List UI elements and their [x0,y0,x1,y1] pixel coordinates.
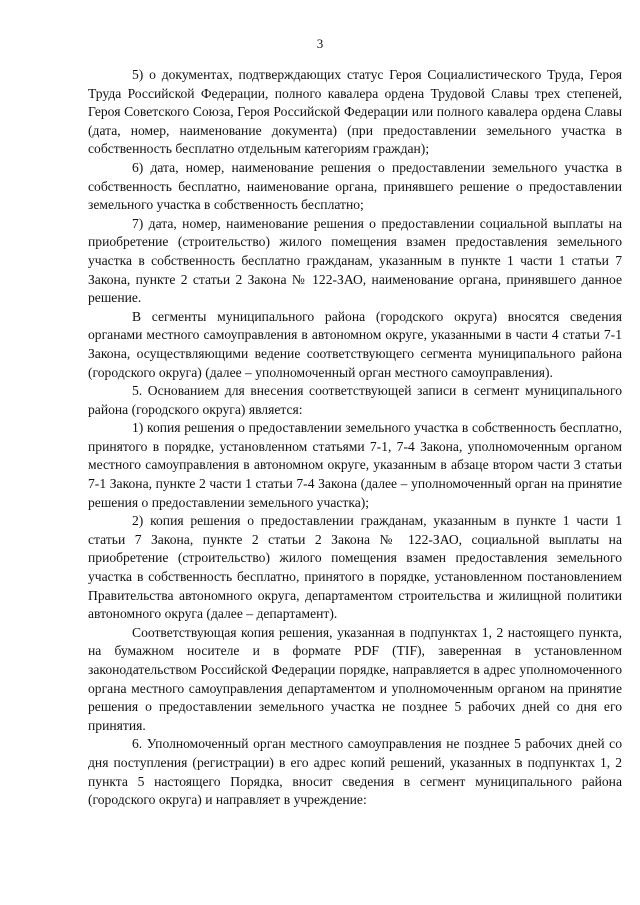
paragraph-item-5-documents: 5) о документах, подтверждающих статус Героя Социалистического Труда, Героя Труда Российской Федерации, полного кавалера ордена Трудовой Славы трех степеней, Героя Советского Союза, Героя Российской Федерации или полного кавалера ордена Славы (дата, номер, наименование документа) (при предоставлении земельного участка в собственность бесплатно отдельным категориям граждан); [88,67,622,157]
paragraph-segments: В сегменты муниципального района (городского округа) вносятся сведения органами местного самоуправления в автономном округе, указанными в части 4 статьи 7-1 Закона, осуществляющими ведение соответствующего сегмента муниципального района (городского округа) (далее – уполномоченный орган местного самоуправления). [88,308,622,380]
paragraph-copy-of-decision: Соответствующая копия решения, указанная в подпунктах 1, 2 настоящего пункта, на бумажном носителе и в формате PDF (TIF), заверенная в установленном законодательством Российской Федерации порядке, направляется в адрес уполномоченного органа местного самоуправления департаментом и уполномоченным органом на принятие решения о предоставлении земельного участка не позднее 5 рабочих дней со дня его принятия. [88,624,622,733]
paragraph-section-5: 5. Основанием для внесения соответствующей записи в сегмент муниципального района (городского округа) является: [88,383,622,417]
paragraph-item-6-decision: 6) дата, номер, наименование решения о предоставлении земельного участка в собственность бесплатно, наименование органа, принявшего решение о предоставлении земельного участка в собственность бесплатно; [88,159,622,213]
paragraph-section-6: 6. Уполномоченный орган местного самоуправления не позднее 5 рабочих дней со дня поступления (регистрации) в его адрес копий решений, указанных в подпунктах 1, 2 пункта 5 настоящего Порядка, вносит сведения в сегмент муниципального района (городского округа) и направляет в учреждение: [88,736,622,808]
paragraph-item-7-social-payment: 7) дата, номер, наименование решения о предоставлении социальной выплаты на приобретение (строительство) жилого помещения взамен предоставления земельного участка в собственность бесплатно гражданам, указанным в пункте 1 части 1 статьи 7 Закона, пункте 2 статьи 2 Закона № 122-ЗАО, наименование органа, принявшего данное решение. [88,215,622,306]
document-body [88,66,622,810]
paragraph-section-5-item-1: 1) копия решения о предоставлении земельного участка в собственность бесплатно, принятого в порядке, установленном статьями 7-1, 7-4 Закона, уполномоченным органом местного самоуправления в автономном округе, указанным в абзаце втором части 3 статьи 7-1 Закона, пункте 2 части 1 статьи 7-4 Закона (далее – уполномоченный орган на принятие решения о предоставлении земельного участка); [88,420,622,510]
page-number: 3 [316,36,324,51]
paragraph-section-5-item-2: 2) копия решения о предоставлении гражданам, указанным в пункте 1 части 1 статьи 7 Закона, пункте 2 статьи 2 Закона № 122-ЗАО, социальной выплаты на приобретение (строительство) жилого помещения взамен предоставления земельного участка в собственность бесплатно, принятого в порядке, установленном постановлением Правительства автономного округа, департаментом строительства и жилищной политики автономного округа (далее – департамент). [88,513,622,622]
